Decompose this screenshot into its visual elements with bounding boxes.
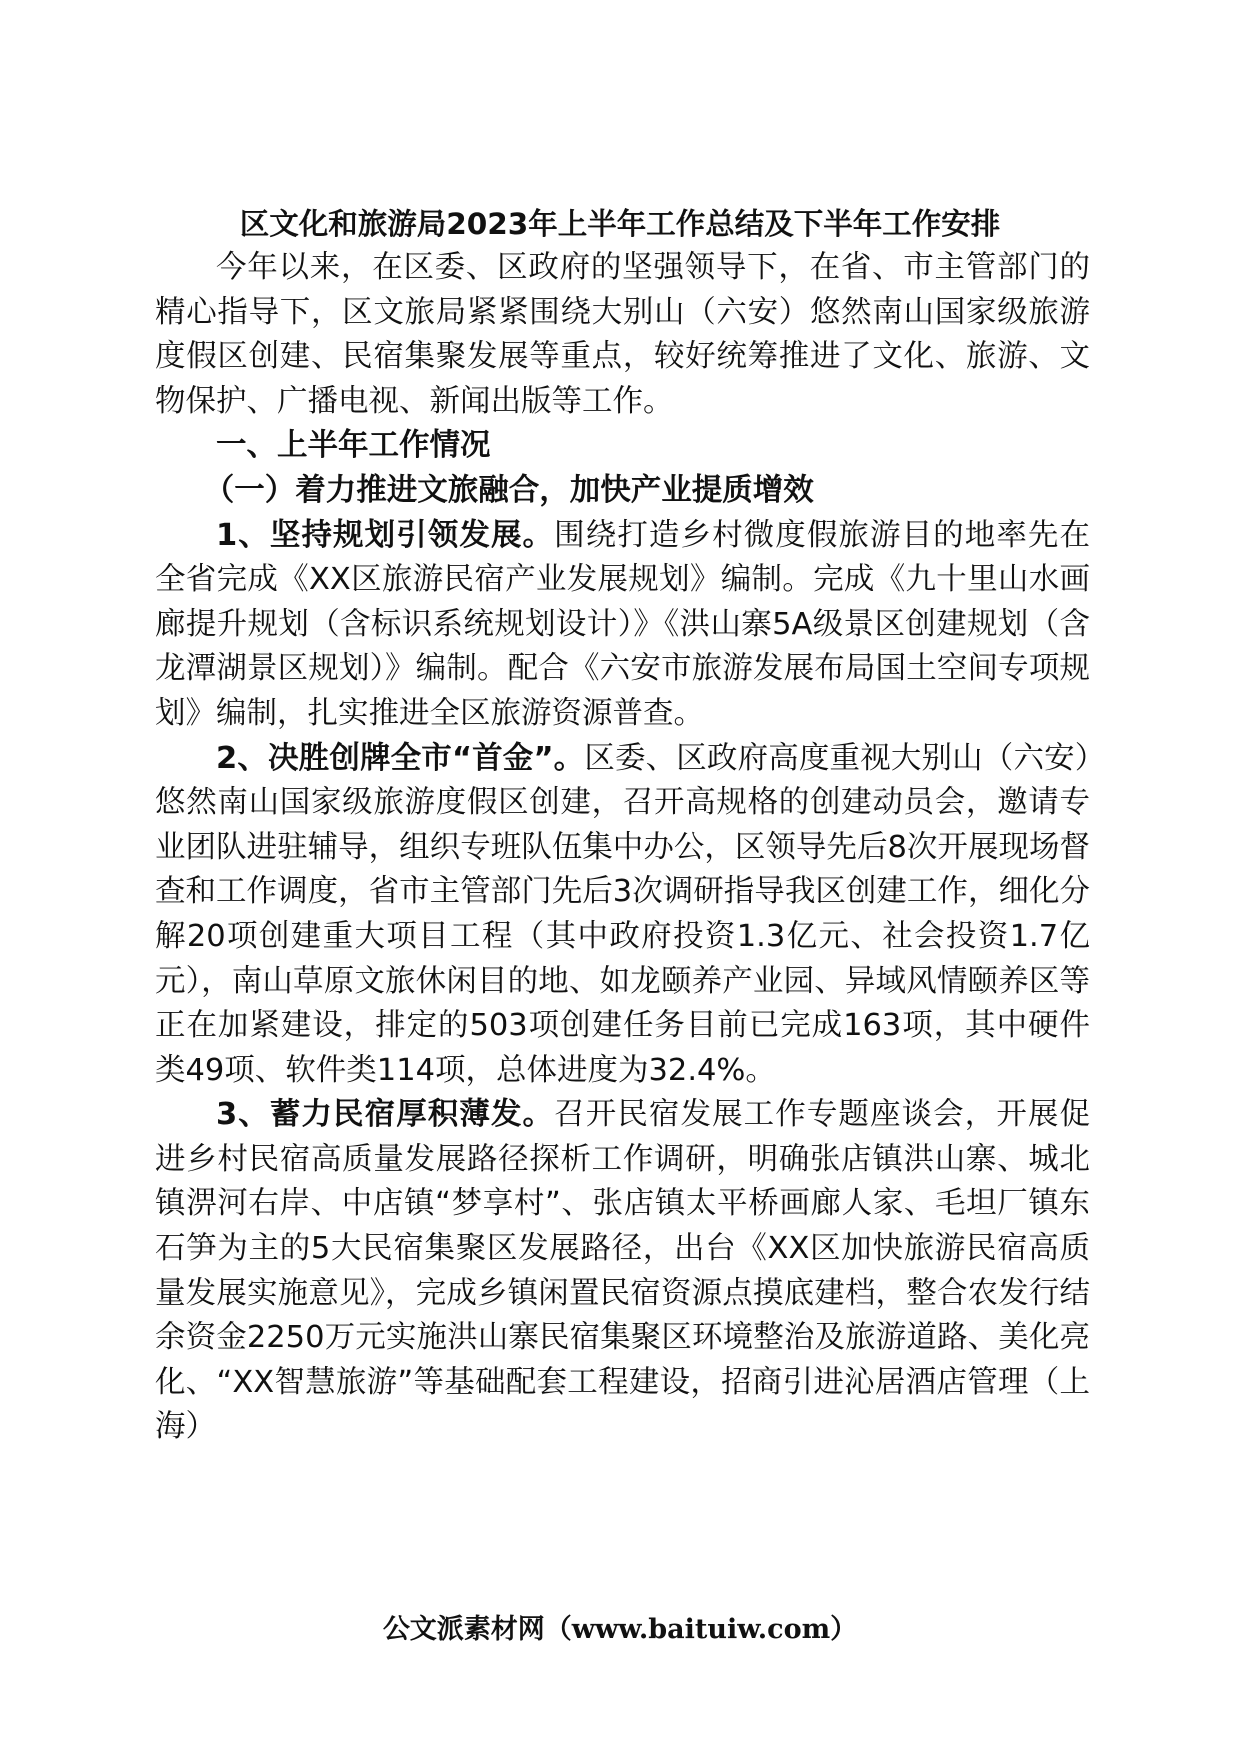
document-title: 区文化和旅游局2023年上半年工作总结及下半年工作安排 xyxy=(239,207,1001,241)
item-1-body: 围绕打造乡村微度假旅游目的地率先在全省完成《XX区旅游民宿产业发展规划》编制。完成《九十里山水画廊提升规划（含标识系统规划设计）》《洪山寨5A级景区创建规划（含龙潭湖景区规划）》编制。配合《六安市旅游发展布局国土空间专项规划》编制，扎实推进全区旅游资源普查。 xyxy=(155,517,1090,731)
subsection-heading: （一）着力推进文旅融合，加快产业提质增效 xyxy=(203,472,814,508)
item-2-lead: 2、决胜创牌全市“首金”。 xyxy=(216,740,585,776)
item-3-paragraph xyxy=(155,1093,1090,1450)
item-3-body: 召开民宿发展工作专题座谈会，开展促进乡村民宿高质量发展路径探析工作调研，明确张店镇洪山寨、城北镇淠河右岸、中店镇“梦享村”、张店镇太平桥画廊人家、毛坦厂镇东石笋为主的5大民宿集聚区发展路径，出台《XX区加快旅游民宿高质量发展实施意见》，完成乡镇闲置民宿资源点摸底建档，整合农发行结余资金2250万元实施洪山寨民宿集聚区环境整治及旅游道路、美化亮化、“XX智慧旅游”等基础配套工程建设，招商引进沁居酒店管理（上海） xyxy=(155,1097,1090,1445)
section-heading: 一、上半年工作情况 xyxy=(216,428,491,464)
item-2-body: 区委、区政府高度重视大别山（六安）悠然南山国家级旅游度假区创建，召开高规格的创建动员会，邀请专业团队进驻辅导，组织专班队伍集中办公，区领导先后8次开展现场督查和工作调度，省市主管部门先后3次调研指导我区创建工作，细化分解20项创建重大项目工程（其中政府投资1.3亿元、社会投资1.7亿元），南山草原文旅休闲目的地、如龙颐养产业园、异域风情颐养区等正在加紧建设，排定的503项创建任务目前已完成163项，其中硬件类49项、软件类114项，总体进度为32.4%。 xyxy=(155,740,1091,1088)
intro-paragraph: 今年以来，在区委、区政府的坚强领导下，在省、市主管部门的精心指导下，区文旅局紧紧围绕大别山（六安）悠然南山国家级旅游度假区创建、民宿集聚发展等重点，较好统筹推进了文化、旅游、文物保护、广播电视、新闻出版等工作。 xyxy=(155,250,1090,419)
item-3-lead: 3、蓄力民宿厚积薄发。 xyxy=(216,1097,555,1133)
item-2-paragraph xyxy=(155,737,1090,1094)
item-1-lead: 1、坚持规划引领发展。 xyxy=(216,517,555,553)
document-body xyxy=(155,202,1090,1450)
item-1-paragraph xyxy=(155,514,1090,737)
footer-watermark: 公文派素材网（www.baituiw.com） xyxy=(382,1614,858,1645)
